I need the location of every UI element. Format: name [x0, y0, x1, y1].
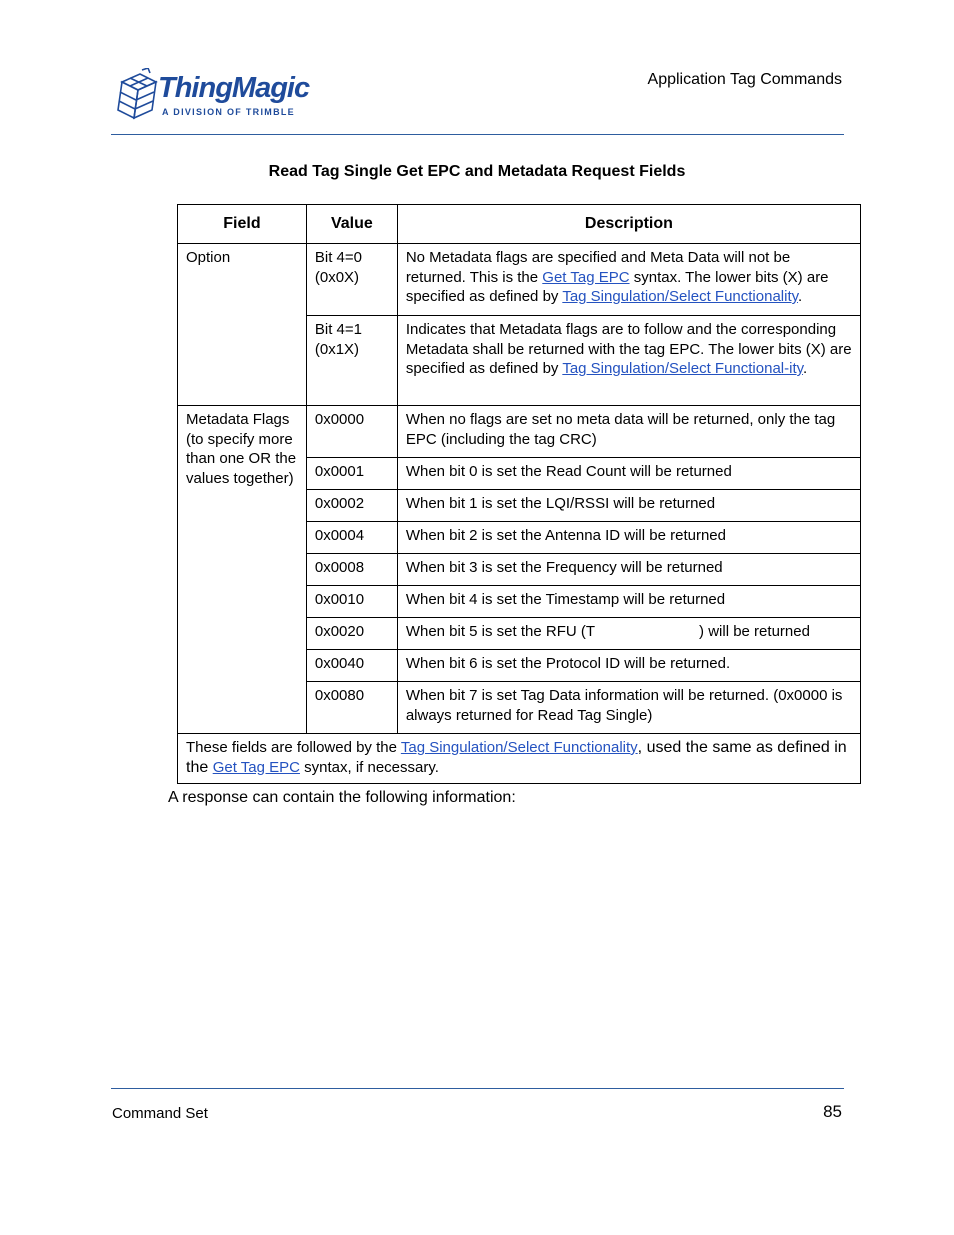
section-title: Application Tag Commands: [647, 71, 842, 88]
description-cell: [397, 316, 860, 406]
description-text: .: [798, 288, 803, 305]
brand-subtitle: A DIVISION OF TRIMBLE: [162, 107, 295, 117]
footer-section: Command Set: [112, 1105, 208, 1122]
value-cell: 0x0002: [306, 490, 397, 522]
description-cell: When bit 7 is set Tag Data information will be returned. (0x0000 is always returned for Read Tag Single): [397, 682, 860, 734]
value-cell: 0x0040: [306, 650, 397, 682]
description-text: When bit 5 is set the RFU (T: [405, 623, 596, 640]
description-text: syntax. The lower bits (X) are specified as defined by: [405, 268, 829, 305]
footer-divider: [111, 1088, 844, 1089]
value-cell: Bit 4=0 (0x0X): [306, 244, 397, 316]
note-text: syntax, if necessary.: [299, 758, 439, 776]
description-cell: When bit 6 is set the Protocol ID will be returned.: [397, 650, 860, 682]
value-cell: 0x0008: [306, 554, 397, 586]
tag-singulation-link[interactable]: Tag Singulation/Select Functionality: [562, 288, 799, 305]
field-option: Option: [178, 244, 307, 406]
description-cell: When no flags are set no meta data will be returned, only the tag EPC (including the tag CRC): [397, 406, 860, 458]
description-text: ) will be returned: [699, 623, 810, 640]
description-text: No Metadata flags are specified and Meta Data will not be returned. This is the: [405, 249, 791, 286]
get-tag-epc-link[interactable]: Get Tag EPC: [212, 758, 300, 776]
value-cell: 0x0020: [306, 618, 397, 650]
table-row: [178, 406, 861, 458]
tag-singulation-link[interactable]: Tag Singulation/Select Functional-ity: [562, 360, 804, 377]
page-number: 85: [823, 1102, 842, 1121]
note-text: These fields are followed by the: [186, 739, 401, 756]
value-cell: 0x0000: [306, 406, 397, 458]
tag-singulation-link[interactable]: Tag Singulation/Select Functionality: [400, 739, 638, 756]
footer-note-cell: [178, 734, 861, 784]
value-cell: 0x0001: [306, 458, 397, 490]
description-cell: When bit 0 is set the Read Count will be returned: [397, 458, 860, 490]
description-text: Indicates that Metadata flags are to follow and the corresponding Metadata shall be returned with the tag EPC. The lower bits (X) are specified as defined by: [405, 321, 852, 377]
table-row: [178, 244, 861, 316]
header-field: Field: [178, 205, 307, 244]
thingmagic-logo: [112, 68, 312, 126]
field-metadata-flags: Metadata Flags (to specify more than one OR the values together): [178, 406, 307, 734]
get-tag-epc-link[interactable]: Get Tag EPC: [542, 268, 630, 286]
table-caption: Read Tag Single Get EPC and Metadata Request Fields: [268, 163, 686, 180]
logo-cube-icon: [112, 68, 160, 124]
value-cell: 0x0080: [306, 682, 397, 734]
value-cell: Bit 4=1 (0x1X): [306, 316, 397, 406]
header-divider: [111, 134, 844, 135]
description-text: .: [803, 360, 808, 377]
description-cell: When bit 3 is set the Frequency will be returned: [397, 554, 860, 586]
table-footer-row: [178, 734, 861, 784]
value-cell: 0x0004: [306, 522, 397, 554]
note-text: , used the same as defined in the: [186, 739, 847, 776]
description-cell: When bit 1 is set the LQI/RSSI will be returned: [397, 490, 860, 522]
body-paragraph: A response can contain the following information:: [168, 789, 516, 806]
description-cell: When bit 4 is set the Timestamp will be returned: [397, 586, 860, 618]
header-value: Value: [306, 205, 397, 244]
description-cell: [397, 618, 860, 650]
description-cell: [397, 244, 860, 316]
request-fields-table: [177, 204, 861, 784]
description-cell: When bit 2 is set the Antenna ID will be returned: [397, 522, 860, 554]
header-description: Description: [397, 205, 860, 244]
brand-name: ThingMagic: [158, 72, 310, 104]
table-header-row: [178, 205, 861, 244]
value-cell: 0x0010: [306, 586, 397, 618]
